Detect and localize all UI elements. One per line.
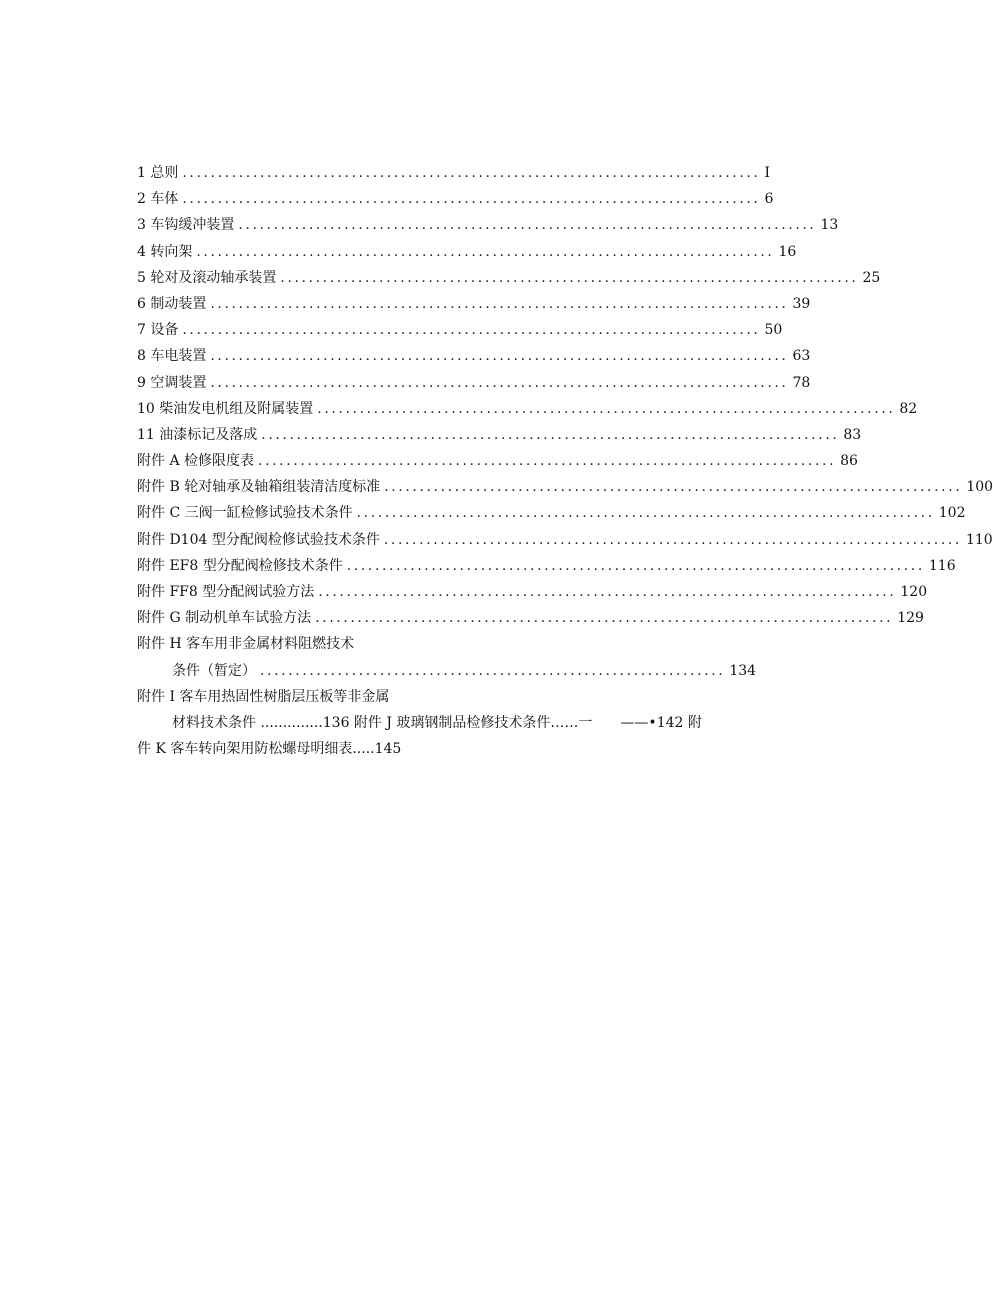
toc-entry [137,186,797,212]
toc-entries [137,160,993,631]
toc-entry-label: 7 设备 [137,322,179,339]
toc-entry-page: 102 [938,505,966,522]
toc-entry [137,370,811,396]
dot-leader: .................................................................................. [261,426,840,443]
toc-entry [137,448,858,474]
dot-leader: .................................................................................. [182,322,761,339]
toc-entry-label: 条件（暂定） [172,662,256,679]
dot-leader: .................................................................................. [210,348,789,365]
dot-leader: .................................................................................. [346,557,925,574]
toc-entry-i-continued [137,710,797,736]
toc-entry [137,500,966,526]
dot-leader: .................................................................................. [317,400,896,417]
toc-entry [137,212,839,238]
dot-leader: .................................................................................. [318,584,897,600]
toc-entry-page: 6 [764,191,774,208]
toc-entry-label: 附件 EF8 型分配阀检修技术条件 [137,557,343,574]
toc-entry-page: 86 [840,453,858,470]
toc-entry-page: 116 [928,557,956,574]
toc-entry-text: 材料技术条件 ..............136 附件 J 玻璃钢制品检修技术条件……一 ——•142 附 [172,714,702,731]
toc-entry-label: 10 柴油发电机组及附属装置 [137,400,314,417]
dot-leader: .................................................................................. [258,453,837,470]
dot-leader: .................................................................................. [356,505,935,522]
toc-entry-page: 120 [900,584,928,600]
toc-entry-page: 100 [966,479,993,496]
toc-entry [137,474,993,500]
toc-entry [137,291,811,317]
toc-entry-label: 附件 A 检修限度表 [137,453,255,470]
toc-entry-text: 件 K 客车转向架用防松螺母明细表.....145 [137,741,402,758]
toc-entry-label: 8 车电装置 [137,348,207,365]
toc-entry-label: 1 总则 [137,165,179,181]
toc-entry-label: 附件 D104 型分配阀检修试验技术条件 [137,531,380,548]
toc-entry-page: 16 [778,243,797,260]
toc-entry-i-title [137,684,797,710]
toc-entry-label: 4 转向架 [137,243,193,260]
toc-entry-page: 83 [843,426,862,443]
dot-leader: .................................................................................. [196,243,775,260]
dot-leader: .................................................................. [260,662,726,679]
toc-entry-label: 附件 C 三阀一缸检修试验技术条件 [137,505,353,522]
dot-leader: .................................................................................. [210,295,789,312]
toc-entry-label: 附件 G 制动机单车试验方法 [137,610,312,627]
dot-leader: .................................................................................. [182,191,761,208]
dot-leader: .................................................................................. [182,165,761,181]
toc-entry-k [137,736,797,762]
toc-entry-label: 附件 I 客车用热固性树脂层压板等非金属 [137,688,390,705]
toc-entry-page: 39 [792,295,811,312]
dot-leader: .................................................................................. [315,610,894,627]
toc-entry-page: 25 [862,269,881,286]
toc-entry [137,422,862,448]
toc-entry [137,396,918,422]
toc-entry [137,317,797,343]
toc-entry-label: 6 制动装置 [137,295,207,312]
table-of-contents [137,160,993,762]
toc-entry-page: 63 [792,348,811,365]
toc-entry-label: 5 轮对及滚动轴承装置 [137,269,277,286]
toc-entry [137,239,797,265]
dot-leader: .................................................................................. [383,531,962,548]
toc-entry-page: 129 [897,610,924,627]
toc-entry [137,343,811,369]
toc-entry [137,579,928,605]
toc-entry-page: 134 [729,662,757,679]
toc-entry [137,553,956,579]
toc-entry-page: 110 [965,531,993,548]
dot-leader: .................................................................................. [210,374,789,391]
toc-entry-label: 附件 B 轮对轴承及轴箱组装清洁度标准 [137,479,381,496]
dot-leader: .................................................................................. [280,269,859,286]
dot-leader: .................................................................................. [384,479,963,496]
toc-entry [137,527,993,553]
toc-entry-label: 2 车体 [137,191,179,208]
toc-entry-page: 78 [792,374,811,391]
toc-entry-label: 11 油漆标记及落成 [137,426,258,443]
toc-entry-label: 3 车钩缓冲装置 [137,217,235,234]
toc-entry-h-continued [137,658,797,684]
toc-entry-page: 82 [899,400,918,417]
toc-entry [137,265,881,291]
toc-entry-h-title [137,631,797,657]
toc-entry-page: 13 [820,217,839,234]
toc-entry-label: 附件 H 客车用非金属材料阻燃技术 [137,636,355,653]
dot-leader: .................................................................................. [238,217,817,234]
toc-entry-label: 9 空调装置 [137,374,207,391]
toc-entry-label: 附件 FF8 型分配阀试验方法 [137,584,315,600]
toc-entry [137,605,924,631]
toc-entry-page: I [764,165,771,181]
toc-entry-page: 50 [764,322,783,339]
toc-entry [137,160,797,186]
